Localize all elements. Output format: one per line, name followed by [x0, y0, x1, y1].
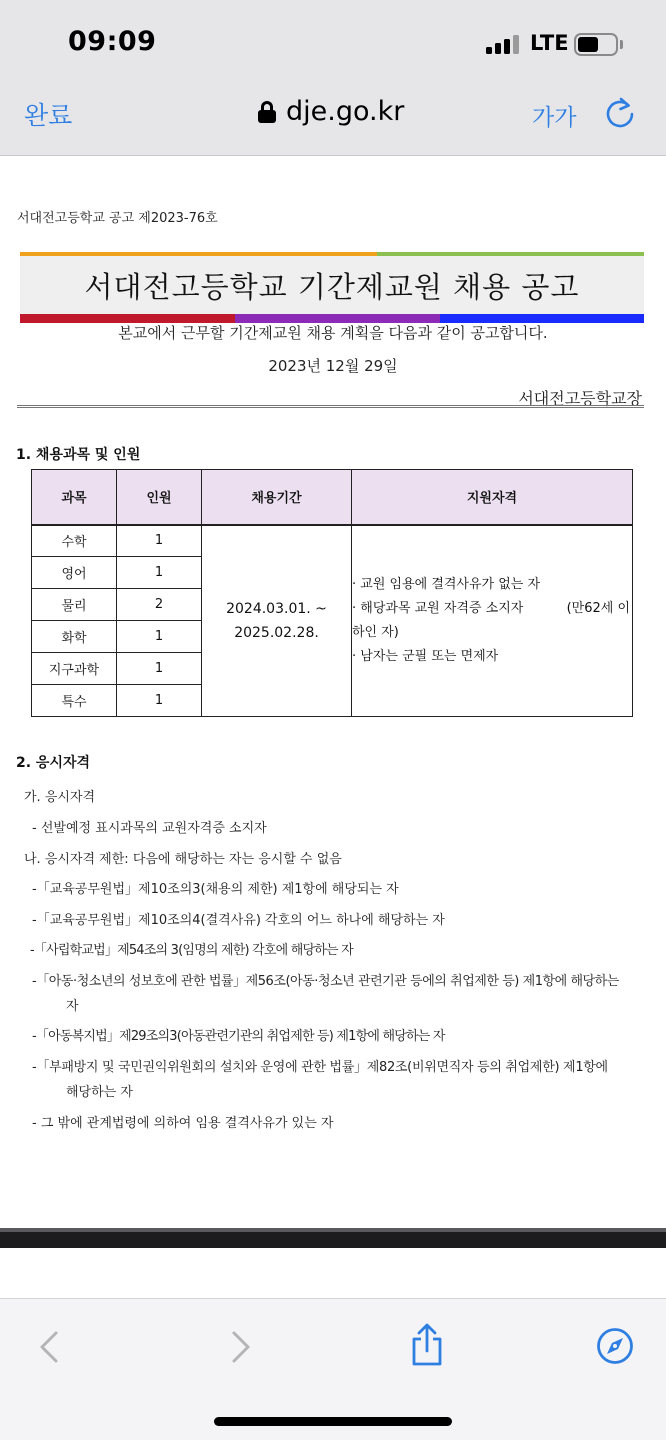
section-2-heading: 2. 응시자격: [16, 755, 91, 771]
notice-number: 서대전고등학교 공고 제2023-76호: [17, 211, 218, 226]
subtitle: 본교에서 근무할 기간제교원 채용 계획을 다음과 같이 공고합니다.: [118, 324, 548, 342]
restriction-item: -「부패방지 및 국민권익위원회의 설치와 운영에 관한 법률」제82조(비위면직자 등의 취업제한) 제1항에: [32, 1060, 608, 1075]
ga-item: - 선발예정 표시과목의 교원자격증 소지자: [32, 821, 267, 836]
count-cell: 1: [117, 525, 202, 557]
reload-icon[interactable]: [604, 96, 636, 130]
restriction-item: -「아동복지법」제29조의3(아동관련기관의 취업제한 등) 제1항에 해당하는 자: [32, 1029, 445, 1044]
count-cell: 1: [117, 685, 202, 717]
browser-bottom-toolbar: [0, 1298, 666, 1440]
qualification-line: · 교원 임용에 결격사유가 없는 자: [352, 576, 541, 592]
restriction-item-cont: 자: [66, 999, 79, 1014]
battery-nub: [620, 40, 623, 49]
header-qualification: 지원자격: [352, 470, 633, 525]
period-end: 2025.02.28.: [234, 624, 319, 641]
browser-top-bar: [0, 0, 666, 156]
principal: 서대전고등학교장: [518, 389, 642, 408]
subject-cell: 특수: [32, 685, 117, 717]
restriction-item: -「교육공무원법」제10조의3(채용의 제한) 제1항에 해당되는 자: [32, 882, 399, 897]
page-title: 서대전고등학교 기간제교원 채용 공고: [84, 269, 580, 304]
header-period: 채용기간: [202, 470, 352, 525]
na-heading: 나. 응시자격 제한: 다음에 해당하는 자는 응시할 수 없음: [24, 852, 342, 867]
notice-date: 2023년 12월 29일: [268, 357, 398, 375]
qualification-cell: [352, 525, 633, 717]
subject-cell: 영어: [32, 557, 117, 589]
subject-cell: 지구과학: [32, 653, 117, 685]
title-box: [20, 256, 644, 314]
count-cell: 1: [117, 653, 202, 685]
restriction-item: -「아동·청소년의 성보호에 관한 법률」제56조(아동·청소년 관련기관 등에의 취업제한 등) 제1항에 해당하는: [32, 974, 619, 989]
restriction-item: -「교육공무원법」제10조의4(결격사유) 각호의 어느 하나에 해당하는 자: [32, 913, 445, 928]
qualification-text: · 해당과목 교원 자격증 소지자: [352, 600, 524, 616]
text-size-button[interactable]: 가가: [532, 105, 577, 131]
home-indicator[interactable]: [214, 1417, 452, 1426]
section-1-heading: 1. 채용과목 및 인원: [16, 447, 141, 463]
qualification-age: (만62세 이: [566, 600, 630, 616]
count-cell: 2: [117, 589, 202, 621]
network-label: LTE: [530, 31, 569, 55]
status-time: 09:09: [68, 26, 157, 57]
address-bar[interactable]: [258, 96, 404, 127]
recruit-table: [31, 469, 633, 717]
back-icon[interactable]: [36, 1329, 64, 1365]
compass-icon[interactable]: [596, 1327, 634, 1365]
header-count: 인원: [117, 470, 202, 525]
signal-icon: [486, 34, 522, 54]
subject-cell: 화학: [32, 621, 117, 653]
table-row: [32, 525, 633, 557]
qualification-line: 하인 자): [352, 624, 399, 640]
url-text: dje.go.kr: [286, 96, 405, 127]
forward-icon[interactable]: [226, 1329, 254, 1365]
divider: [17, 405, 644, 408]
lock-icon: [258, 101, 276, 123]
battery-icon: [574, 33, 618, 56]
subject-cell: 수학: [32, 525, 117, 557]
qualification-line: [352, 597, 632, 621]
share-icon[interactable]: [408, 1323, 446, 1367]
count-cell: 1: [117, 621, 202, 653]
count-cell: 1: [117, 557, 202, 589]
period-start: 2024.03.01. ~: [226, 600, 327, 617]
table-header-row: [32, 470, 633, 525]
ga-heading: 가. 응시자격: [24, 790, 96, 805]
restriction-item: - 그 밖에 관계법령에 의하여 임용 결격사유가 있는 자: [32, 1116, 334, 1131]
restriction-item-cont: 해당하는 자: [66, 1085, 133, 1100]
document: [0, 157, 666, 1227]
restriction-item: -「사립학교법」제54조의 3(임명의 제한) 각호에 해당하는 자: [30, 943, 353, 958]
qualification-line: · 남자는 군필 또는 면제자: [352, 648, 499, 664]
subject-cell: 물리: [32, 589, 117, 621]
done-button[interactable]: 완료: [24, 101, 73, 130]
page-end-divider: [0, 1228, 666, 1248]
period-cell: [202, 525, 352, 717]
header-subject: 과목: [32, 470, 117, 525]
